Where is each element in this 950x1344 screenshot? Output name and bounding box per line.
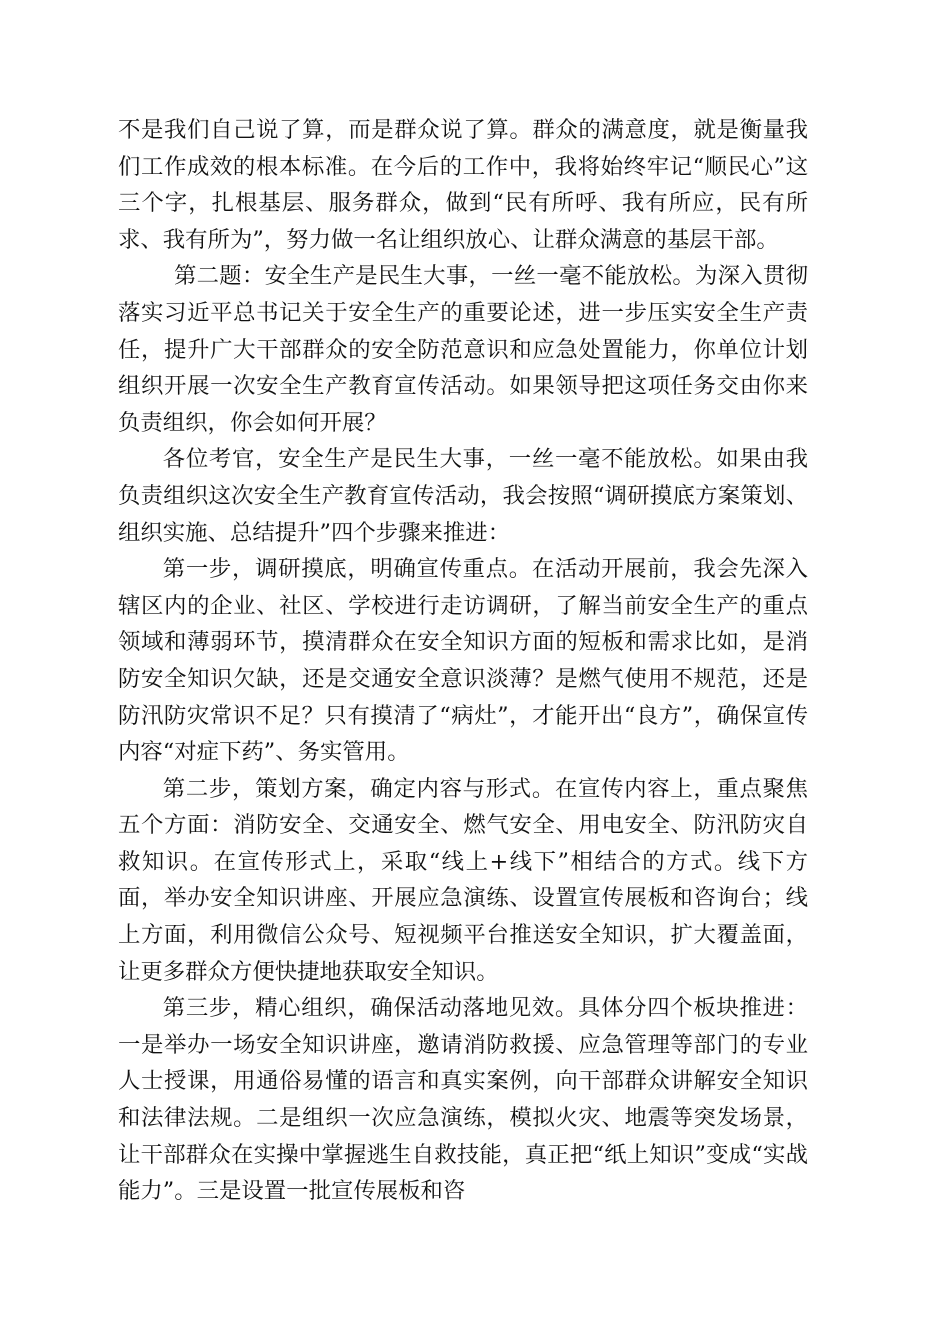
- paragraph-step-three: 第三步，精心组织，确保活动落地见效。具体分四个板块推进：一是举办一场安全知识讲座，邀请消防救援、应急管理等部门的专业人士授课，用通俗易懂的语言和真实案例，向干部群众讲解安全知识和法律法规。二是组织一次应急演练，模拟火灾、地震等突发场景，让干部群众在实操中掌握逃生自救技能，真正把“纸上知识”变成“实战能力”。三是设置一批宣传展板和咨: [118, 995, 808, 1205]
- document-body: [118, 112, 808, 1210]
- paragraph-answer-intro: 各位考官，安全生产是民生大事，一丝一毫不能放松。如果由我负责组织这次安全生产教育宣传活动，我会按照“调研摸底方案策划、组织实施、总结提升”四个步骤来推进：: [118, 446, 808, 546]
- paragraph-step-two: 第二步，策划方案，确定内容与形式。在宣传内容上，重点聚焦五个方面：消防安全、交通安全、燃气安全、用电安全、防汛防灾自救知识。在宣传形式上，采取“线上+线下”相结合的方式。线下方面，举办安全知识讲座、开展应急演练、设置宣传展板和咨询台；线上方面，利用微信公众号、短视频平台推送安全知识，扩大覆盖面，让更多群众方便快捷地获取安全知识。: [118, 775, 808, 985]
- paragraph-question-two: 第二题：安全生产是民生大事，一丝一毫不能放松。为深入贯彻落实习近平总书记关于安全生产的重要论述，进一步压实安全生产责任，提升广大干部群众的安全防范意识和应急处置能力，你单位计划组织开展一次安全生产教育宣传活动。如果领导把这项任务交由你来负责组织，你会如何开展？: [118, 263, 808, 436]
- paragraph-step-one: 第一步，调研摸底，明确宣传重点。在活动开展前，我会先深入辖区内的企业、社区、学校进行走访调研，了解当前安全生产的重点领域和薄弱环节，摸清群众在安全知识方面的短板和需求比如，是消防安全知识欠缺，还是交通安全意识淡薄？是燃气使用不规范，还是防汛防灾常识不足？只有摸清了“病灶”，才能开出“良方”，确保宣传内容“对症下药”、务实管用。: [118, 556, 808, 766]
- paragraph-continuation: 不是我们自己说了算，而是群众说了算。群众的满意度，就是衡量我们工作成效的根本标准。在今后的工作中，我将始终牢记“顺民心”这三个字，扎根基层、服务群众，做到“民有所呼、我有所应，民有所求、我有所为”，努力做一名让组织放心、让群众满意的基层干部。: [118, 117, 808, 253]
